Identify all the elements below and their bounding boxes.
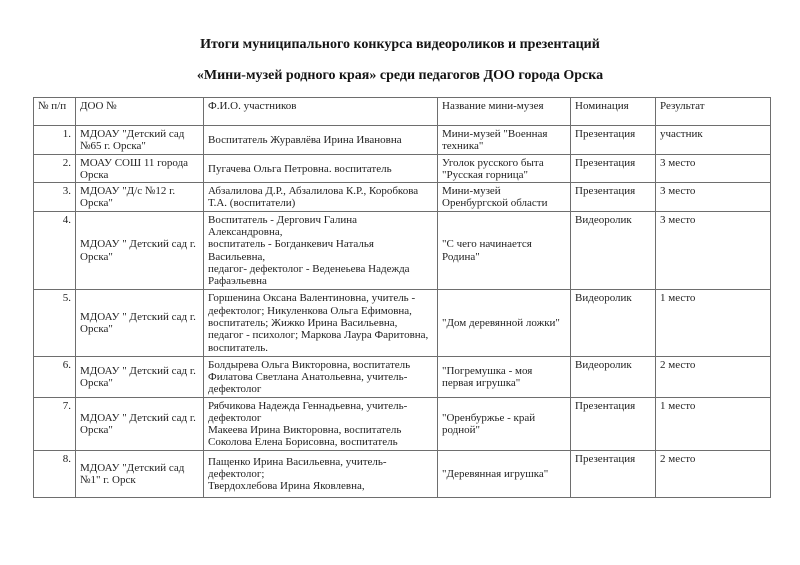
table-header-row	[34, 98, 771, 126]
participants-cell: Пугачева Ольга Петровна. воспитатель	[204, 154, 438, 183]
museum-name-cell: "С чего начинается Родина"	[438, 211, 571, 289]
result-cell: 2 место	[656, 356, 771, 397]
doo-cell: МДОАУ " Детский сад г. Орска"	[76, 397, 204, 450]
nomination-cell: Видеоролик	[571, 289, 656, 356]
row-number-cell: 5.	[34, 289, 76, 356]
table-row	[34, 154, 771, 183]
doo-cell: МДОАУ "Детский сад №65 г. Орска"	[76, 126, 204, 155]
header-participants: Ф.И.О. участников	[204, 98, 438, 126]
museum-name-cell: "Оренбуржье - край родной"	[438, 397, 571, 450]
row-number-cell: 2.	[34, 154, 76, 183]
document-title-line1: Итоги муниципального конкурса видеороликов и презентаций	[200, 37, 600, 52]
header-result: Результат	[656, 98, 771, 126]
museum-name-cell: Уголок русского быта "Русская горница"	[438, 154, 571, 183]
header-row-number: № п/п	[34, 98, 76, 126]
doo-cell: МОАУ СОШ 11 города Орска	[76, 154, 204, 183]
document-title-block	[0, 0, 800, 83]
doo-cell: МДОАУ " Детский сад г. Орска"	[76, 289, 204, 356]
participants-cell: Воспитатель Журавлёва Ирина Ивановна	[204, 126, 438, 155]
document-title-line2: «Мини-музей родного края» среди педагогов ДОО города Орска	[196, 68, 604, 83]
result-cell: 1 место	[656, 289, 771, 356]
participants-cell: Пащенко Ирина Васильевна, учитель-дефектолог; Твердохлебова Ирина Яковлевна,	[204, 450, 438, 497]
nomination-cell: Презентация	[571, 154, 656, 183]
result-cell: 3 место	[656, 211, 771, 289]
participants-cell: Рябчикова Надежда Геннадьевна, учитель-дефектолог Макеева Ирина Викторовна, воспитатель Соколова Елена Борисовна, воспитатель	[204, 397, 438, 450]
nomination-cell: Презентация	[571, 450, 656, 497]
table-row	[34, 211, 771, 289]
museum-name-cell: "Деревянная игрушка"	[438, 450, 571, 497]
table-row	[34, 183, 771, 212]
museum-name-cell: "Дом деревянной ложки"	[438, 289, 571, 356]
nomination-cell: Презентация	[571, 126, 656, 155]
nomination-cell: Видеоролик	[571, 356, 656, 397]
doo-cell: МДОАУ " Детский сад г. Орска"	[76, 211, 204, 289]
nomination-cell: Презентация	[571, 397, 656, 450]
row-number-cell: 1.	[34, 126, 76, 155]
museum-name-cell: Мини-музей "Военная техника"	[438, 126, 571, 155]
results-table	[33, 97, 771, 498]
participants-cell: Болдырева Ольга Викторовна, воспитатель Филатова Светлана Анатольевна, учитель-дефектолог	[204, 356, 438, 397]
museum-name-cell: Мини-музей Оренбургской области	[438, 183, 571, 212]
nomination-cell: Презентация	[571, 183, 656, 212]
table-row	[34, 397, 771, 450]
result-cell: 3 место	[656, 154, 771, 183]
result-cell: участник	[656, 126, 771, 155]
header-doo: ДОО №	[76, 98, 204, 126]
row-number-cell: 4.	[34, 211, 76, 289]
result-cell: 3 место	[656, 183, 771, 212]
result-cell: 2 место	[656, 450, 771, 497]
nomination-cell: Видеоролик	[571, 211, 656, 289]
header-museum-name: Название мини-музея	[438, 98, 571, 126]
row-number-cell: 7.	[34, 397, 76, 450]
museum-name-cell: "Погремушка - моя первая игрушка"	[438, 356, 571, 397]
table-row	[34, 356, 771, 397]
participants-cell: Воспитатель - Дергович Галина Александровна, воспитатель - Богданкевич Наталья Васильевна, педагог- дефектолог - Веденеьева Надежда Рафаэльевна	[204, 211, 438, 289]
result-cell: 1 место	[656, 397, 771, 450]
participants-cell: Горшенина Оксана Валентиновна, учитель - дефектолог; Никуленкова Ольга Ефимовна, воспитатель; Жижко Ирина Васильевна, педагог - психолог; Маркова Лаура Фаритовна, воспитатель.	[204, 289, 438, 356]
doo-cell: МДОАУ " Детский сад г. Орска"	[76, 356, 204, 397]
doo-cell: МДОАУ "Д/с №12 г. Орска"	[76, 183, 204, 212]
participants-cell: Абзалилова Д.Р., Абзалилова К.Р., Коробкова Т.А. (воспитатели)	[204, 183, 438, 212]
header-nomination: Номинация	[571, 98, 656, 126]
row-number-cell: 8.	[34, 450, 76, 497]
table-row	[34, 289, 771, 356]
row-number-cell: 6.	[34, 356, 76, 397]
doo-cell: МДОАУ "Детский сад №1" г. Орск	[76, 450, 204, 497]
table-row	[34, 450, 771, 497]
table-row	[34, 126, 771, 155]
row-number-cell: 3.	[34, 183, 76, 212]
